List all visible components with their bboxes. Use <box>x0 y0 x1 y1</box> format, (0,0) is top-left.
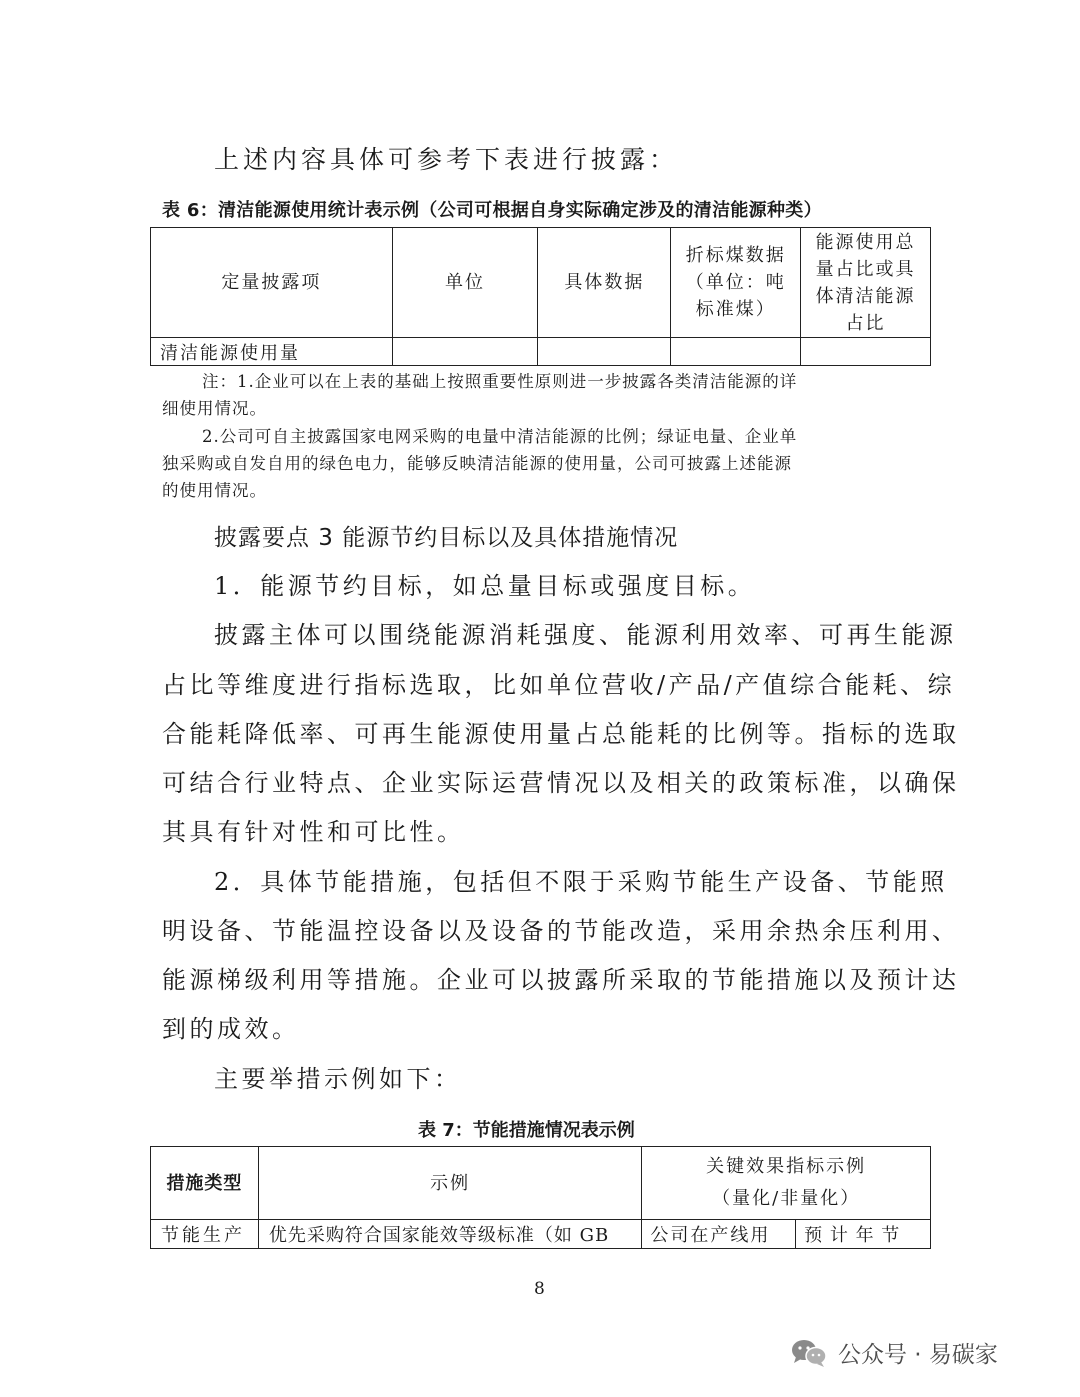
table7-cell-example: 优先采购符合国家能效等级标准（如 GB <box>258 1220 641 1249</box>
paragraph-3-line-2: 明设备、节能温控设备以及设备的节能改造，采用余热余压利用、 <box>162 917 960 945</box>
table6-cell-ratio <box>801 338 931 366</box>
table6-cell-coal <box>671 338 801 366</box>
table6 <box>150 227 931 366</box>
table6-header-coal: 折标煤数据（单位：吨标准煤） <box>671 228 801 338</box>
table7-header-type: 措施类型 <box>151 1147 259 1220</box>
paragraph-3-line-4: 到的成效。 <box>162 1015 300 1043</box>
note-1-line-2: 细使用情况。 <box>162 399 267 418</box>
paragraph-1: 1．能源节约目标，如总量目标或强度目标。 <box>214 572 756 600</box>
table7-header-kpi <box>642 1147 931 1220</box>
table6-cell-unit <box>392 338 538 366</box>
wechat-icon <box>790 1337 828 1369</box>
paragraph-2-line-1: 披露主体可以围绕能源消耗强度、能源利用效率、可再生能源 <box>214 621 957 649</box>
watermark <box>790 1336 998 1369</box>
table7-cell-kpi-a: 公司在产线用 <box>642 1220 796 1249</box>
paragraph-3-line-3: 能源梯级利用等措施。企业可以披露所采取的节能措施以及预计达 <box>162 966 960 994</box>
table6-cell-item: 清洁能源使用量 <box>151 338 393 366</box>
note-1-line-1: 注：1.企业可以在上表的基础上按照重要性原则进一步披露各类清洁能源的详 <box>202 372 798 391</box>
table7-cell-type: 节能生产 <box>151 1220 259 1249</box>
paragraph-2-line-4: 可结合行业特点、企业实际运营情况以及相关的政策标准，以确保 <box>162 769 960 797</box>
section-heading: 披露要点 3 能源节约目标以及具体措施情况 <box>214 525 679 551</box>
table7-header-example: 示例 <box>258 1147 641 1220</box>
paragraph-3-line-1: 2．具体节能措施，包括但不限于采购节能生产设备、节能照 <box>214 868 948 896</box>
note-2-line-1: 2.公司可自主披露国家电网采购的电量中清洁能源的比例；绿证电量、企业单 <box>202 427 798 446</box>
table6-cell-data <box>538 338 671 366</box>
paragraph-2-line-2: 占比等维度进行指标选取，比如单位营收/产品/产值综合能耗、综 <box>162 671 956 699</box>
table7-cell-kpi-b: 预 计 年 节 <box>796 1220 931 1249</box>
page-number: 8 <box>534 1279 545 1299</box>
note-2-line-2: 独采购或自发自用的绿色电力，能够反映清洁能源的使用量，公司可披露上述能源 <box>162 454 792 473</box>
intro-text: 上述内容具体可参考下表进行披露： <box>214 145 679 174</box>
table6-header-unit: 单位 <box>392 228 538 338</box>
paragraph-2-line-3: 合能耗降低率、可再生能源使用量占总能耗的比例等。指标的选取 <box>162 720 960 748</box>
table7 <box>150 1146 931 1249</box>
table6-header-item: 定量披露项 <box>151 228 393 338</box>
paragraph-4: 主要举措示例如下： <box>214 1065 462 1093</box>
table6-header-data: 具体数据 <box>538 228 671 338</box>
table6-header-ratio: 能源使用总量占比或具体清洁能源占比 <box>801 228 931 338</box>
paragraph-2-line-5: 其具有针对性和可比性。 <box>162 818 465 846</box>
table7-header-kpi-line1: 关键效果指标示例 <box>706 1156 867 1177</box>
table7-header-kpi-line2: （量化/非量化） <box>712 1188 861 1209</box>
watermark-text: 公众号 · 易碳家 <box>838 1342 998 1368</box>
table7-caption: 表 7：节能措施情况表示例 <box>418 1120 635 1141</box>
note-2-line-3: 的使用情况。 <box>162 481 267 500</box>
table6-caption: 表 6：清洁能源使用统计表示例（公司可根据自身实际确定涉及的清洁能源种类） <box>162 200 822 221</box>
